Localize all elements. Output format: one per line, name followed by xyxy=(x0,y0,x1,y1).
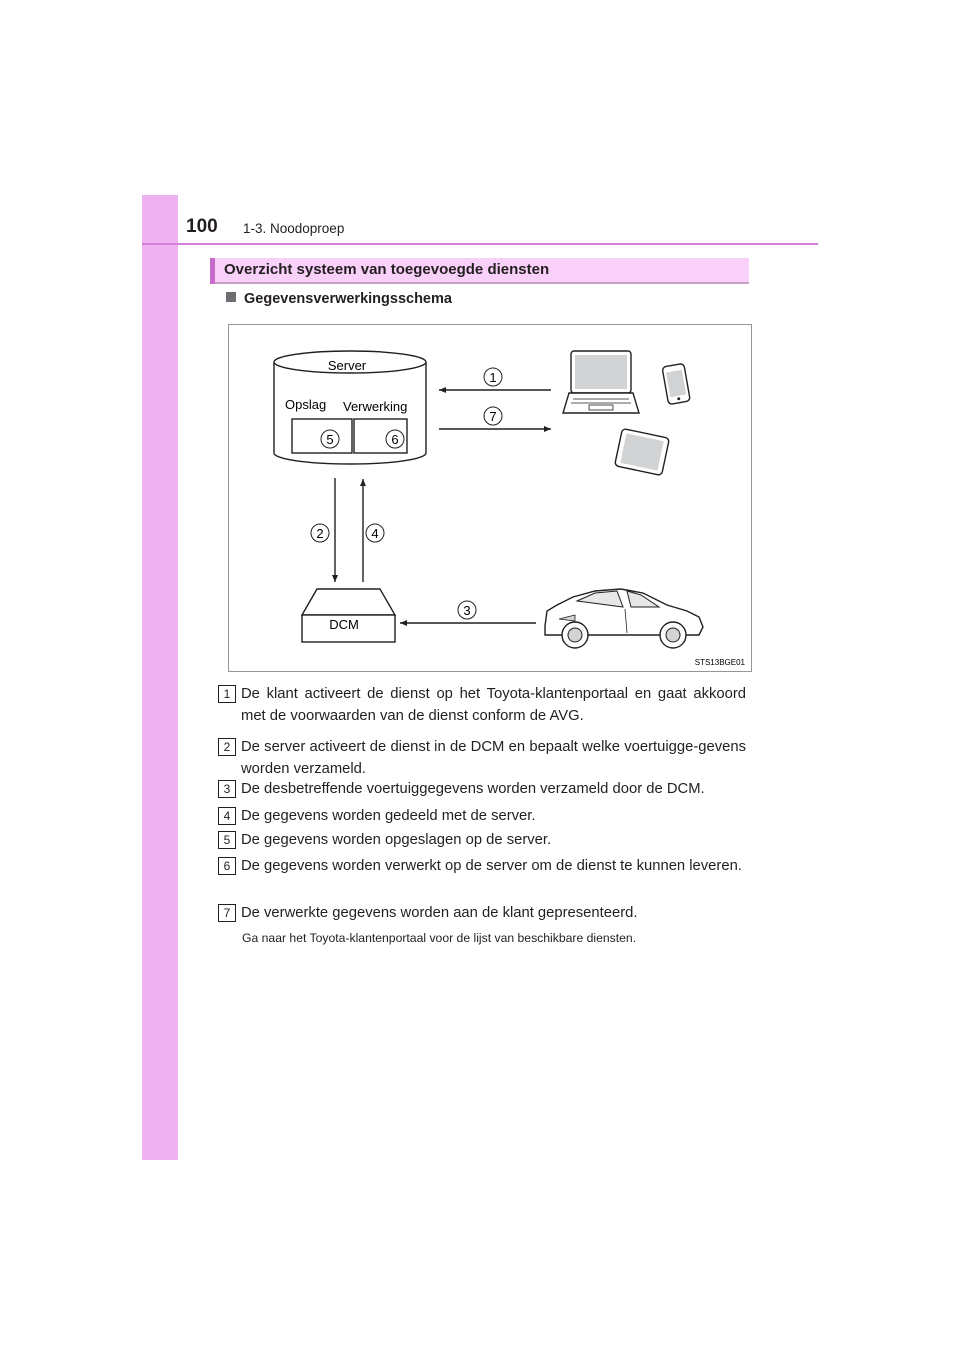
item-text: De klant activeert de dienst op het Toyota-klantenportaal en gaat akkoord met de voorwaarden van de dienst conform de AVG. xyxy=(241,686,746,724)
callout-3 xyxy=(458,601,476,619)
list-item xyxy=(218,829,746,851)
data-processing-diagram xyxy=(228,324,752,672)
item-text: De gegevens worden gedeeld met de server. xyxy=(241,808,536,824)
item-text: De gegevens worden verwerkt op de server om de dienst te kunnen leveren. xyxy=(241,858,742,874)
callout-4-label: 4 xyxy=(371,526,379,541)
item-number: 1 xyxy=(218,685,236,703)
list-item xyxy=(218,778,746,800)
storage-label: Opslag xyxy=(285,397,327,412)
item-text: De desbetreffende voertuiggegevens worden verzameld door de DCM. xyxy=(241,781,705,797)
item-number: 2 xyxy=(218,738,236,756)
subheading xyxy=(226,291,452,307)
callout-6 xyxy=(386,430,404,448)
subheading-text: Gegevensverwerkingsschema xyxy=(244,291,452,307)
footnote: Ga naar het Toyota-klantenportaal voor de lijst van beschikbare diensten. xyxy=(242,931,637,945)
car-icon xyxy=(545,589,703,648)
callout-5-label: 5 xyxy=(326,432,334,447)
callout-2 xyxy=(311,524,329,542)
callout-1-label: 1 xyxy=(489,370,497,385)
header-divider xyxy=(142,243,818,245)
dcm-label: DCM xyxy=(329,617,359,632)
list-item xyxy=(218,736,746,780)
item-number: 7 xyxy=(218,904,236,922)
item-number: 4 xyxy=(218,807,236,825)
chapter-title: 1-3. Noodoproep xyxy=(243,221,345,236)
callout-4 xyxy=(366,524,384,542)
list-item xyxy=(218,805,746,827)
list-item xyxy=(218,683,746,727)
dcm-unit xyxy=(302,589,395,642)
item-text: De gegevens worden opgeslagen op de server. xyxy=(241,832,552,848)
item-number: 6 xyxy=(218,857,236,875)
page-number: 100 xyxy=(186,216,218,237)
item-text: De server activeert de dienst in de DCM en bepaalt welke voertuigge-gevens worden verzameld. xyxy=(241,739,746,777)
laptop-icon xyxy=(563,351,639,413)
list-item xyxy=(218,855,746,877)
callout-7 xyxy=(484,407,502,425)
processing-label: Verwerking xyxy=(343,399,408,414)
callout-2-label: 2 xyxy=(316,526,324,541)
server-label: Server xyxy=(327,358,367,373)
item-number: 5 xyxy=(218,831,236,849)
item-text: De verwerkte gegevens worden aan de klant gepresenteerd. xyxy=(241,905,638,921)
callout-3-label: 3 xyxy=(463,603,471,618)
section-accent xyxy=(210,258,215,284)
callout-6-label: 6 xyxy=(391,432,399,447)
smartphone-icon xyxy=(662,363,690,404)
item-number: 3 xyxy=(218,780,236,798)
callout-7-label: 7 xyxy=(489,409,497,424)
tablet-icon xyxy=(615,428,670,475)
section-title: Overzicht systeem van toegevoegde diensten xyxy=(224,261,550,278)
callout-1 xyxy=(484,368,502,386)
list-item xyxy=(218,902,746,924)
callout-5 xyxy=(321,430,339,448)
sidebar-tab xyxy=(142,195,178,1160)
figure-code: STS13BGE01 xyxy=(694,658,745,667)
square-bullet-icon xyxy=(226,292,236,302)
section-header xyxy=(210,258,749,284)
